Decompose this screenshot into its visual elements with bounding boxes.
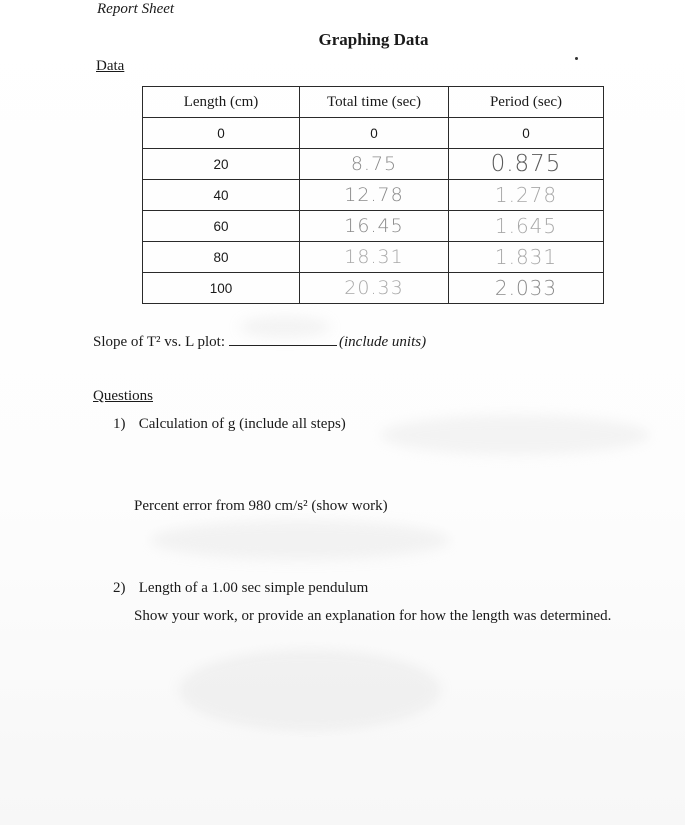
erased-smudge: [380, 415, 650, 455]
question-text: Length of a 1.00 sec simple pendulum: [138, 580, 369, 596]
data-heading: Data: [96, 58, 125, 74]
total-time-cell: [300, 273, 449, 304]
total-time-cell: [300, 149, 449, 180]
table-row: [143, 118, 604, 149]
erased-smudge: [180, 650, 440, 730]
table-row: [143, 149, 604, 180]
period-cell: [449, 211, 604, 242]
length-cell: 80: [143, 242, 300, 273]
stray-mark: [575, 57, 578, 60]
total-time-cell: 0: [300, 118, 449, 149]
questions-heading: Questions: [93, 388, 153, 404]
question-2: [113, 580, 368, 597]
length-cell: 20: [143, 149, 300, 180]
handwritten-period: 1.645: [494, 214, 558, 238]
length-cell: 0: [143, 118, 300, 149]
handwritten-period: 1.278: [494, 183, 558, 207]
handwritten-period: 0.875: [490, 151, 562, 177]
handwritten-period: 1.831: [494, 245, 558, 269]
period-cell: [449, 149, 604, 180]
question-number: 1): [113, 416, 126, 432]
handwritten-total-time: 16.45: [344, 215, 404, 237]
table-row: [143, 273, 604, 304]
period-cell: [449, 180, 604, 211]
question-2-detail: Show your work, or provide an explanation for how the length was determined.: [134, 608, 612, 624]
column-header-period: Period (sec): [449, 87, 604, 118]
report-sheet-label: Report Sheet: [97, 1, 175, 17]
table-row: [143, 180, 604, 211]
period-cell: [449, 242, 604, 273]
length-cell: 100: [143, 273, 300, 304]
column-header-length: Length (cm): [143, 87, 300, 118]
slope-answer-blank[interactable]: [229, 344, 337, 346]
total-time-cell: [300, 242, 449, 273]
page-title: Graphing Data: [318, 30, 429, 49]
question-text: Calculation of g (include all steps): [138, 416, 346, 432]
handwritten-total-time: 12.78: [344, 184, 404, 206]
length-cell: 40: [143, 180, 300, 211]
period-cell: 0: [449, 118, 604, 149]
table-row: [143, 211, 604, 242]
data-table: [142, 86, 604, 304]
handwritten-total-time: 8.75: [350, 153, 398, 175]
handwritten-period: 2.033: [494, 276, 558, 300]
slope-label: Slope of T² vs. L plot:: [93, 334, 225, 350]
total-time-cell: [300, 211, 449, 242]
slope-prompt: [93, 334, 426, 351]
question-number: 2): [113, 580, 126, 596]
total-time-cell: [300, 180, 449, 211]
handwritten-total-time: 20.33: [344, 277, 404, 299]
erased-smudge: [150, 520, 450, 560]
period-cell: [449, 273, 604, 304]
table-row: [143, 242, 604, 273]
table-header-row: [143, 87, 604, 118]
length-cell: 60: [143, 211, 300, 242]
percent-error-prompt: Percent error from 980 cm/s² (show work): [134, 498, 388, 514]
handwritten-total-time: 18.31: [344, 246, 404, 268]
question-1: [113, 416, 346, 433]
units-note: (include units): [339, 334, 427, 350]
column-header-total-time: Total time (sec): [300, 87, 449, 118]
